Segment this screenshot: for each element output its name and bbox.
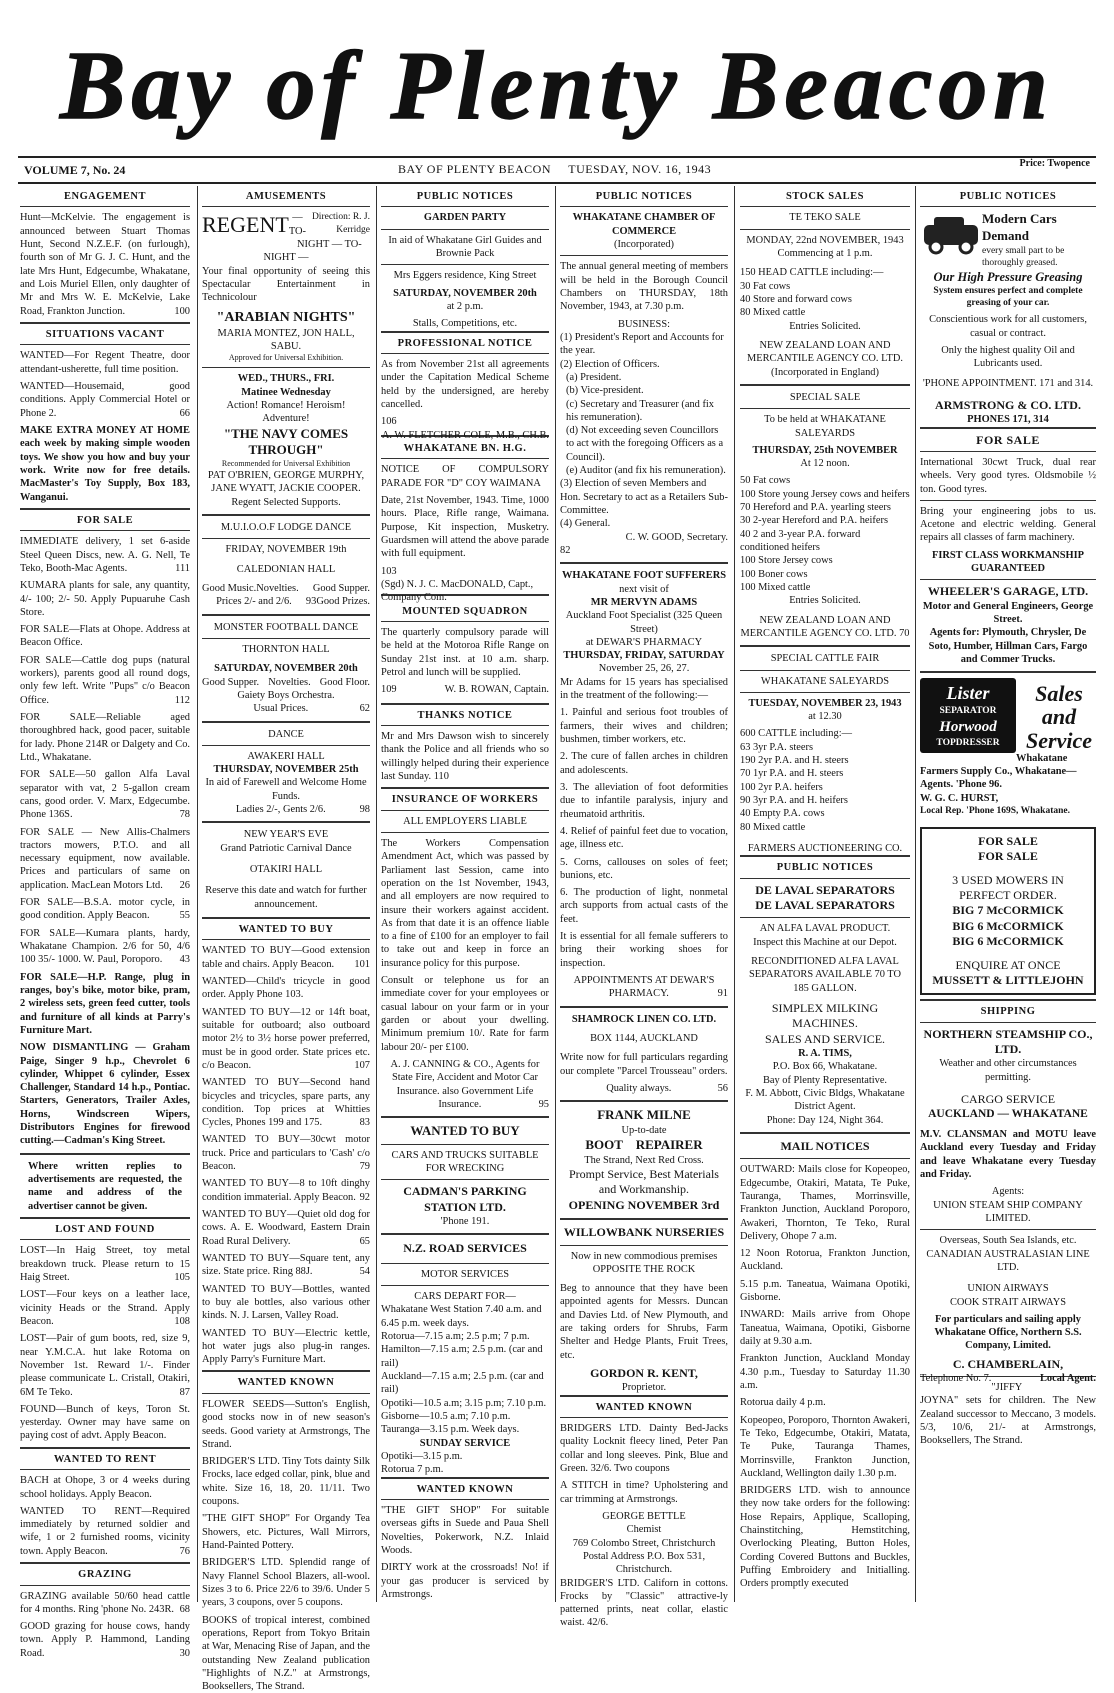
ad-heading: DE LAVAL SEPARATORS — [755, 882, 895, 897]
event-venue: THORNTON HALL — [242, 643, 330, 655]
ad-item: LOST—Pair of gum boots, red, size 9, near Y.M.C.A. hut lake Rotoma on November 1st. Reward 1/-. Finder please communicate L. Cristall, Otakiri, 6M Te Teko. 87 — [20, 1333, 190, 1398]
event-venue: CALEDONIAN HALL — [236, 563, 336, 575]
section-heading: SHIPPING — [920, 999, 1096, 1022]
section-heading: WANTED KNOWN — [202, 1370, 370, 1393]
ad-item: WANTED TO BUY—Second hand bicycles and tricycles, spare parts, any condition. Top prices at Whitties Cycles, Phones 199 and 175. 83 — [202, 1077, 370, 1129]
ad-heading: WHAKATANE CHAMBER OF COMMERCE — [572, 212, 716, 237]
timetable-row: Auckland—7.15 a.m; 2.5 p.m. (car and rail) — [381, 1371, 544, 1396]
event-date: THURSDAY, NOVEMBER 25th — [213, 764, 359, 776]
section-heading: WANTED TO BUY — [202, 917, 370, 940]
section-heading: SITUATIONS VACANT — [20, 322, 190, 345]
ad-item: WANTED—Child's tricycle in good order. Apply Phone 103. — [202, 976, 370, 1001]
film-cert: Recommended for Universal Exhibition — [221, 458, 351, 468]
timetable-row: Gisborne—10.5 a.m; 7.10 p.m. — [381, 1410, 511, 1422]
timetable-row: Opotiki—10.5 a.m; 3.15 p.m; 7.10 p.m. — [381, 1397, 547, 1409]
event-title: M.U.I.O.O.F LODGE DANCE — [220, 522, 352, 534]
section-heading: MOUNTED SQUADRON — [381, 594, 549, 622]
event-title: DANCE — [268, 728, 304, 740]
ad-item: BOOKS of tropical interest, combined operations, Report from Tokyo Britain at War, Menacing Rise of Japan, and the outstanding New Zealand publication "Highlights of N.Z." at Armstrongs, Booksellers, The Strand. — [202, 1614, 370, 1693]
film-cast: PAT O'BRIEN, GEORGE MURPHY, JANE WYATT, JACKIE COOPER. — [207, 470, 365, 495]
price: Price: Twopence — [1019, 158, 1090, 169]
ad-item: BRIDGER'S LTD. Tiny Tots dainty Silk Frocks, lace edged collar, pink, blue and white. Size 16, 18, 20. 11/11. Two coupons. — [202, 1456, 370, 1508]
section-heading: WHAKATANE BN. H.G. — [381, 435, 549, 460]
regent-text: Your final opportunity of seeing this Spectacular Entertainment in Technicolour — [202, 265, 370, 304]
ad-item: FOR SALE—Flats at Ohope. Address at Beacon Office. — [20, 624, 190, 649]
section-heading: PUBLIC NOTICES — [740, 855, 910, 878]
notice-text: The Workers Compensation Amendment Act, which was passed by Parliament last Session, came into operation on the 1st November, 1943, and all employers are now required to insure their workers against accident. As from that date it is an offence liable to a fine of £100 for an employer to fail to take out and keep in force an insurance policy for this purpose. — [381, 837, 549, 969]
ad-item: WANTED TO BUY—Quiet old dog for cows. A. E. Woodward, Eastern Drain Road Rural Delivery. 65 — [202, 1209, 370, 1247]
notice-text: The quarterly compulsory parade will be held at the Motoroa Rifle Range on Sunday 21st inst. at 10 a.m. sharp. Petrol and lunch will be supplied. — [381, 626, 549, 678]
ad-heading: WHAKATANE FOOT SUFFERERS — [562, 570, 726, 582]
ad-item: FLOWER SEEDS—Sutton's English, good stocks now in of new season's seeds. Good variety at Armstrongs, The Strand. — [202, 1398, 370, 1450]
section-heading: GRAZING — [20, 1562, 190, 1585]
regent-title: REGENT — [202, 212, 289, 238]
ad-heading: WILLOWBANK NURSERIES — [563, 1225, 725, 1240]
masthead — [0, 10, 1114, 150]
ad-item: WANTED—Housemaid, good conditions. Apply Commercial Hotel or Phone 2. 66 — [20, 381, 190, 419]
event-title: GARDEN PARTY — [423, 212, 507, 224]
section-heading: PUBLIC NOTICES — [560, 186, 728, 207]
column-public-notices-2: PUBLIC NOTICES WHAKATANE CHAMBER OF COMMERCE (Incorporated) The annual general meeting of members will be held in the Borough Council Chambers on THURSDAY, 18th November, 1943, at 7.30 p.m. BUSINESS: (1) President's Report and Accounts for the year. (2) Election of Officers. (a) President. (b) Vice-president. (c) Secretary and Treasurer (and fix his remuneration). (d) Not exceeding seven Councillors to act with the foregoing Officers as a Council). (e) Auditor (and fix his remuneration). (3) Election of seven Members and Hon. Secretary to act as a Retailers Sub-Committee. (4) General. C. W. GOOD, Secretary. 82 WHAKATANE FOOT SUFFERERS next visit of MR MERVYN ADAMS Auckland Foot Specialist (325 Queen Street) at DEWAR'S PHARMACY THURSDAY, FRIDAY, SATURDAY November 25, 26, 27. Mr Adams for 15 years has specialised in the treatment of the following:— 1. Painful and serious foot troubles of farmers, their wives and children; bushmen, timber workers, etc. 2. The cure of fallen arches in children and adolescents. 3. The alleviation of foot deformities due to infantile paralysis, injury and rheumatoid arthritis. 4. Relief of painful feet due to vocation, age, illness etc. 5. Corns, callouses on soles of feet; bunions, etc. 6. The production of light, nonmetal arch supports from actual casts of the feet. It is essential for all female sufferers to bring their working shoes for inspection. APPOINTMENTS AT DEWAR'S PHARMACY. 91 SHAMROCK LINEN CO. LTD. BOX 1144, AUCKLAND Write now for full particulars regarding our complete "Parcel Trousseau" orders. Quality always. 56 FRANK MILNE Up-to-date BOOT REPAIRER The Strand, Next Red Cross. Prompt Service, Best Materials and Workmanship. OPENING NOVEMBER 3rd WILLOWBANK NURSERIES Now in new commodious premises OPPOSITE THE ROCK Beg to announce that they have been appointed agents for Messrs. Duncan and Davies Ltd. of New Plymouth, and are taking orders for Shrubs, Farm Shelter and Hedge Plants, Fruit Trees, etc. GORDON R. KENT, Proprietor. WANTED KNOWN BRIDGERS LTD. Dainty Bed-Jacks quality Locknit fleecy lined, Peter Pan collar and long sleeves. Pink, Blue and Green. 32/6. Two coupons A STITCH in time? Upholstering and car trimming at Armstrongs. GEORGE BETTLE Chemist 769 Colombo Street, Christchurch Postal Address P.O. Box 531, Christchurch. BRIDGER'S LTD. Californ in cottons. Frocks by "Classic" attractive-ly patterned prints, neat collar, elastic waist. 42/6. — [560, 186, 728, 1602]
ad-item: GOOD grazing for house cows, handy town. Apply P. Hammond, Landing Road. 30 — [20, 1621, 190, 1659]
notice-text: Consult or telephone us for an immediate cover for your employees or casual labour on your farm or in your garden or about your dwelling. Minimum premium 10/. Rate for farm labour 20/- per £100. — [381, 975, 549, 1053]
column-rule — [376, 186, 377, 1602]
ad-heading: ARMSTRONG & CO. LTD. — [935, 397, 1081, 412]
section-heading: WANTED TO RENT — [20, 1447, 190, 1470]
notice-text: A. J. CANNING & CO., Agents for State Fire, Accident and Motor Car Insurance. also Government Life Insurance. 95 — [390, 1058, 549, 1110]
ad-item: WANTED TO BUY—30cwt motor truck. Price and particulars to 'Cash' c/o Beacon. 79 — [202, 1134, 370, 1173]
ad-item: "JIFFY JOYNA" sets for children. The New Zealand successor to Meccano, 3 models. 5/3, 10/6, 21/- at Armstrongs, Booksellers, The Strand. — [920, 1382, 1096, 1447]
event-venue: OTAKIRI HALL — [249, 864, 323, 875]
mowers-ad: FOR SALE FOR SALE 3 USED MOWERS IN PERFECT ORDER. BIG 7 McCORMICK BIG 6 McCORMICK BIG 6 McCORMICK ENQUIRE AT ONCE MUSSETT & LITTLEJOHN — [920, 827, 1096, 995]
film-title: "THE NAVY COMES THROUGH" — [223, 425, 349, 458]
ad-item: FOR SALE—Kumara plants, hardy, Whakatane Champion. 2/6 for 50, 4/6 100 35/- 1000. W. Paul, Poroporo. 43 — [20, 927, 190, 966]
ad-item: FOR SALE—50 gallon Alfa Laval separator with vat, 2 5-gallon cream cans, good order. V. Marx, Edgecumbe. Phone 136S. 78 — [20, 769, 190, 821]
film-matinee: Matinee Wednesday — [241, 386, 331, 398]
ad-item: IMMEDIATE delivery, 1 set 6-aside Steel Queen Discs, new. A. G. Nell, Te Teko, Booth-Mac Agents. 111 — [20, 536, 190, 574]
section-heading: WANTED KNOWN — [560, 1395, 728, 1418]
column-public-notices-1: PUBLIC NOTICES GARDEN PARTY In aid of Whakatane Girl Guides and Brownie Pack Mrs Eggers residence, King Street SATURDAY, NOVEMBER 20th at 2 p.m. Stalls, Competitions, etc. PROFESSIONAL NOTICE As from November 21st all agreements under the Capitation Medical Scheme held by the undersigned, are hereby cancelled. 106 A. W. FLETCHER COLE, M.B., CH.B. WHAKATANE BN. H.G. NOTICE OF COMPULSORY PARADE FOR "D" COY WAIMANA Date, 21st November, 1943. Time, 1000 hours. Place, Rifle range, Waimana. Purpose, Kit inspection, Musketry. Guardsmen will attend the above parade with full equipment. 103 (Sgd) N. J. C. MacDONALD, Capt., Company Com. MOUNTED SQUADRON The quarterly compulsory parade will be held at the Motoroa Rifle Range on Sunday 21st inst. at 10 a.m. sharp. Petrol and lunch will be supplied. 109 W. B. ROWAN, Captain. THANKS NOTICE Mr and Mrs Dawson wish to sincerely thank the Police and all friends who so willingly helped during their experience last Sunday. 110 INSURANCE OF WORKERS ALL EMPLOYERS LIABLE The Workers Compensation Amendment Act, which was passed by Parliament last Session, came into operation on the 1st November, 1943, and all employers are now required to insure their workers against accident. As from that date it is an offence liable to a fine of £100 for an employer to fail to take out and keep in force an insurance policy for this purpose. Consult or telephone us for an immediate cover for your employees or casual labour on your farm or in your garden or about your dwelling. Minimum premium 10/. Rate for farm labour 20/- per £100. A. J. CANNING & CO., Agents for State Fire, Accident and Motor Car Insurance. also Government Life Insurance. 95 WANTED TO BUY CARS AND TRUCKS SUITABLE FOR WRECKING CADMAN'S PARKING STATION LTD. 'Phone 191. N.Z. ROAD SERVICES MOTOR SERVICES CARS DEPART FOR— Whakatane West Station 7.40 a.m. and 6.45 p.m. week days. Rotorua—7.15 a.m; 2.5 p.m; 7 p.m. Hamilton—7.15 a.m; 2.5 p.m. (car and rail) Auckland—7.15 a.m; 2.5 p.m. (car and rail) Opotiki—10.5 a.m; 3.15 p.m; 7.10 p.m. Gisborne—10.5 a.m; 7.10 p.m. Tauranga—3.15 p.m. Week days. SUNDAY SERVICE Opotiki—3.15 p.m. Rotorua 7 p.m. WANTED KNOWN "THE GIFT SHOP" For suitable overseas gifts in Suede and Paua Shell Novelties, Pokerwork, N.Z. Inlaid Woods. DIRTY work at the crossroads! No! if your gas producer is serviced by Armstrongs. — [381, 186, 549, 1602]
car-icon — [920, 211, 982, 257]
column-stock-sales: STOCK SALES TE TEKO SALE MONDAY, 22nd NOVEMBER, 1943 Commencing at 1 p.m. 150 HEAD CATTLE including:— 30 Fat cows 40 Store and forward cows 80 Mixed cattle Entries Solicited. NEW ZEALAND LOAN AND MERCANTILE AGENCY CO. LTD. (Incorporated in England) SPECIAL SALE To be held at WHAKATANE SALEYARDS THURSDAY, 25th NOVEMBER At 12 noon. 50 Fat cows 100 Store young Jersey cows and heifers 70 Hereford and P.A. yearling steers 30 2-year Hereford and P.A. heifers 40 2 and 3-year P.A. forward conditioned heifers 100 Store Jersey cows 100 Boner cows 100 Mixed cattle Entries Solicited. NEW ZEALAND LOAN AND MERCANTILE AGENCY CO. LTD. 70 SPECIAL CATTLE FAIR WHAKATANE SALEYARDS TUESDAY, NOVEMBER 23, 1943 at 12.30 600 CATTLE including:— 63 3yr P.A. steers 190 2yr P.A. and H. steers 70 1yr P.A. and H. steers 100 2yr P.A. heifers 90 3yr P.A. and H. heifers 40 Empty P.A. cows 80 Mixed cattle FARMERS AUCTIONEERING CO. PUBLIC NOTICES DE LAVAL SEPARATORS DE LAVAL SEPARATORS AN ALFA LAVAL PRODUCT. Inspect this Machine at our Depot. RECONDITIONED ALFA LAVAL SEPARATORS AVAILABLE 70 TO 185 GALLON. SIMPLEX MILKING MACHINES. SALES AND SERVICE. R. A. TIMS, P.O. Box 66, Whakatane. Bay of Plenty Representative. F. M. Abbott, Civic Bldgs, Whakatane District Agent. Phone: Day 124, Night 364. MAIL NOTICES OUTWARD: Mails close for Kopeopeo, Edgecumbe, Otakiri, Matata, Te Puke, Tauranga, Thames, Morrinsville, Frankton Junction, Auckland Poroporo, Awakeri, Thornton, Te Teko, Rural Delivery, Ohope 7 a.m. 12 Noon Rotorua, Frankton Junction, Auckland. 5.15 p.m. Taneatua, Waimana Opotiki, Gisborne. INWARD: Mails arrive from Ohope Taneatua, Waimana, Opotiki, Gisborne daily at 9.30 a.m. Frankton Junction, Auckland Monday 4.30 p.m., Tuesday to Saturday 11.30 a.m. Rotorua daily 4 p.m. Kopeopeo, Poroporo, Thornton Awakeri, Te Teko, Edgecumbe, Otakiri, Matata, Te Puke, Tauranga Thames, Morrinsville, Frankton Junction, Auckland, Wellington daily 1.30 p.m. BRIDGERS LTD. wish to announce they now take orders for the following: Hose Repairs, Applique, Scalloping, Chainstitching, Hemstitching, Overlocking Pleating, Button Holes, Cording Covered Buttons and Buckles, Puffing Embroidery and Initialling. Orders promptly executed — [740, 186, 910, 1602]
ad-item: WANTED TO BUY—Bottles, wanted to buy ale bottles, also various other kinds. N. J. Larsen, Valley Road. — [202, 1283, 370, 1322]
ad-item: FOR SALE—B.S.A. motor cycle, in good condition. Apply Beacon. 55 — [20, 897, 190, 922]
ad-item: FOR SALE—Cattle dog pups (natural workers), parents good all round dogs, only few left. Write "Pups" c/o Beacon Office. 112 — [20, 654, 190, 706]
section-heading: FOR SALE — [920, 427, 1096, 452]
ad-item: WANTED TO BUY—8 to 10ft dinghy condition immaterial. Apply Beacon. 92 — [202, 1178, 370, 1203]
ad-heading: N.Z. ROAD SERVICES — [403, 1241, 527, 1256]
ad-item: FOR SALE—H.P. Range, plug in ranges, boy's bike, motor bike, pram, 2 wireless sets, green feed cutter, tools and furniture of all kinds at Parry's Furniture Mart. — [20, 971, 190, 1036]
column-advertisements: PUBLIC NOTICES Modern Cars Demand every small part to be thoroughly greased. Our High Pressure Greasing System ensures perfect and complete greasing of your car. Conscientious work for all customers, casual or contract. Only the highest quality Oil and Lubricants used. 'PHONE APPOINTMENT. 171 and 314. ARMSTRONG & CO. LTD. PHONES 171, 314 FOR SALE International 30cwt Truck, dual rear wheels. Very good tyres. Oldsmobile ½ ton. Good tyres. Bring your engineering jobs to us. Acetone and electric welding. General repairs all classes of farm machinery. FIRST CLASS WORKMANSHIP GUARANTEED WHEELER'S GARAGE, LTD. Motor and General Engineers, George Street. Agents for: Plymouth, Chrysler, De Soto, Humber, Hillman Cars, Fargo and Commer Trucks. Lister SEPARATOR Horwood TOPDRESSER Sales and Service Whakatane Farmers Supply Co., Whakatane— Agents. 'Phone 96. W. G. C. HURST, Local Rep. 'Phone 169S, Whakatane. FOR SALE FOR SALE 3 USED MOWERS IN PERFECT ORDER. BIG 7 McCORMICK BIG 6 McCORMICK BIG 6 McCORMICK ENQUIRE AT ONCE MUSSETT & LITTLEJOHN SHIPPING NORTHERN STEAMSHIP CO., LTD. Weather and other circumstances permitting. CARGO SERVICE AUCKLAND — WHAKATANE M.V. CLANSMAN and MOTU leave Auckland every Tuesday and Friday and leave Whakatane every Tuesday and Friday. Agents: UNION STEAM SHIP COMPANY LIMITED. Overseas, South Sea Islands, etc. CANADIAN AUSTRALASIAN LINE LTD. UNION AIRWAYS COOK STRAIT AIRWAYS For particulars and sailing apply Whakatane Office, Northern S.S. Company, Limited. C. CHAMBERLAIN, Telephone No. 7. Local Agent. "JIFFY JOYNA" sets for children. The New Zealand successor to Meccano, 3 models. 5/3, 10/6, 21/- at Armstrongs, Booksellers, The Strand. — [920, 186, 1096, 1602]
ad-item: FOR SALE — New Allis-Chalmers tractors mowers, P.T.O. and all necessary equipment, now available. Prices and particulars of same on application. MacLean Motors Ltd. 26 — [20, 826, 190, 891]
ad-heading: MAIL NOTICES — [780, 1138, 870, 1153]
event-date: FRIDAY, NOVEMBER 19th — [225, 544, 347, 556]
ad-item: FOUND—Bunch of keys, Toron St. yesterday. Owner may have same on paying cost of advt. Apply Beacon. — [20, 1403, 190, 1442]
ad-heading: DE LAVAL SEPARATORS — [755, 898, 895, 913]
timetable-row: Opotiki—3.15 p.m. — [381, 1450, 463, 1462]
ad-heading: WANTED TO BUY — [410, 1123, 520, 1139]
ad-item: DIRTY work at the crossroads! No! if your gas producer is serviced by Armstrongs. — [381, 1562, 549, 1600]
section-heading: STOCK SALES — [740, 186, 910, 207]
ad-heading: WHEELER'S GARAGE, LTD. — [927, 584, 1089, 599]
ad-heading: NORTHERN STEAMSHIP CO., LTD. — [923, 1026, 1093, 1057]
ad-item: WANTED TO BUY—12 or 14ft boat, suitable for outboard; also outboard motor 2½ to 3½ horse power preferred, must be in good order. State prices etc. c/o Beacon. 107 — [202, 1006, 370, 1071]
section-heading: PUBLIC NOTICES — [920, 186, 1096, 207]
ad-item: FOR SALE—Reliable aged thoroughbred hack, good pacer, suitable for lady. Phone 214R or Dalgety and Co. Ltd., Whakatane. — [20, 712, 190, 763]
column-rule — [734, 186, 735, 1602]
section-heading: ENGAGEMENT — [20, 186, 190, 207]
tonight-line: — TO-NIGHT — TO-NIGHT — — [263, 212, 362, 264]
ad-item: "THE GIFT SHOP" For Organdy Tea Showers, etc. Pictures, Wall Mirrors, Hand-Painted Pottery. — [202, 1513, 370, 1551]
film-tagline: Action! Romance! Heroism! Adventure! — [226, 400, 346, 425]
ad-heading: SHAMROCK LINEN CO. LTD. — [571, 1013, 717, 1025]
ad-item: BRIDGER'S LTD. Splendid range of Navy Flannel School Blazers, all-wool. Sizes 3 to 6. Price 22/6 to 39/6. Under 5 years, 3 coupons, over 5 coupons. — [202, 1557, 370, 1609]
ad-heading: CADMAN'S PARKING STATION LTD. — [403, 1184, 527, 1214]
section-heading: LOST AND FOUND — [20, 1217, 190, 1240]
dateline — [18, 156, 1096, 184]
section-heading: THANKS NOTICE — [381, 703, 549, 726]
notice-text: Date, 21st November, 1943. Time, 1000 hours. Place, Rifle range, Waimana. Purpose, Kit inspection, Musketry. Guardsmen will attend the above parade with full equipment. — [381, 495, 549, 560]
timetable-row: Rotorua—7.15 a.m; 2.5 p.m; 7 p.m. — [381, 1331, 530, 1343]
ad-heading: FRANK MILNE — [597, 1107, 691, 1123]
film-cast: MARIA MONTEZ, JON HALL, SABU. — [217, 327, 355, 352]
ad-item: LOST—Four keys on a leather lace, vicinity Heads or the Strand. Apply Beacon. 108 — [20, 1289, 190, 1327]
ad-item: WANTED TO BUY—Good extension table and chairs. Apply Beacon. 101 — [202, 945, 370, 970]
film-cert: Approved for Universal Exhibition. — [228, 353, 344, 363]
timetable-row: Rotorua 7 p.m. — [381, 1464, 444, 1476]
column-classifieds — [20, 186, 190, 1659]
ad-item: BRIDGERS LTD. Dainty Bed-Jacks quality Locknit fleecy lined, Peter Pan collar and long sleeves. Pink, Blue and Green. 32/6. Two coupons — [560, 1423, 728, 1475]
notice-text: As from November 21st all agreements under the Capitation Medical Scheme held by the undersigned, are hereby cancelled. — [381, 359, 549, 410]
ad-item: MAKE EXTRA MONEY AT HOME each week by making simple wooden toys. We show you how and buy your work. Write now for free details. MacMaster's Toy Supply, Box 183, Wanganui. — [20, 424, 190, 503]
section-heading: INSURANCE OF WORKERS — [381, 787, 549, 810]
ad-item: A STITCH in time? Upholstering and car trimming at Armstrongs. — [560, 1480, 728, 1505]
ad-item: WANTED TO BUY—Electric kettle, hot water jugs also plug-in ranges. Apply Parry's Furniture Mart. — [202, 1327, 370, 1366]
regent-director: Direction: R. J. Kerridge — [311, 212, 370, 235]
event-title: MONSTER FOOTBALL DANCE — [213, 621, 359, 633]
ad-item: KUMARA plants for sale, any quantity, 4/- 100; 2/- 50. Apply Pupuaruhe Cash Store. — [20, 580, 190, 618]
event-title: NEW YEAR'S EVE — [243, 829, 329, 841]
ad-item: BRIDGERS LTD. wish to announce they now take orders for the following: Hose Repairs, Applique, Scalloping, Chainstitching, Hemstitching, Overlocking Pleating, Button Holes, Cording Covered Buttons and Buckles, Puffing Embroidery and Initialling. Orders promptly executed — [740, 1485, 910, 1590]
ad-item: WANTED—For Regent Theatre, door attendant-usherette, full time position. — [20, 350, 190, 375]
film-supports: Regent Selected Supports. — [231, 496, 341, 508]
event-venue: AWAKERI HALL — [247, 750, 325, 762]
ad-item: WANTED TO RENT—Required immediately by returned soldier and wife, 1 or 2 furnished rooms, vicinity town. Apply Beacon. 76 — [20, 1505, 190, 1557]
film-days: WED., THURS., FRI. — [237, 373, 335, 385]
column-rule — [197, 186, 198, 1602]
column-rule — [555, 186, 556, 1602]
masthead-title: Bay of Plenty Beacon — [60, 32, 1054, 140]
column-rule — [915, 186, 916, 1602]
event-date: SATURDAY, NOVEMBER 20th — [214, 663, 358, 675]
notice-text: Mr and Mrs Dawson wish to sincerely thank the Police and all friends who so willingly helped during their experience last Sunday. 110 — [381, 730, 549, 782]
notice-text: NOTICE OF COMPULSORY PARADE FOR "D" COY WAIMANA — [381, 464, 549, 489]
ad-item: LOST—In Haig Street, toy metal breakdown truck. Please return to 15 Haig Street. 105 — [20, 1245, 190, 1283]
publication-date: BAY OF PLENTY BEACON TUESDAY, NOV. 16, 1943 — [398, 162, 712, 176]
film-title: "ARABIAN NIGHTS" — [216, 309, 356, 325]
ad-item: BACH at Ohope, 3 or 4 weeks during school holidays. Apply Beacon. — [20, 1475, 190, 1500]
ad-item: BRIDGER'S LTD. Californ in cottons. Frocks by "Classic" attractive-ly patterned prints, neat collar, elastic waist. 42/6. — [560, 1577, 728, 1629]
ad-item: "THE GIFT SHOP" For suitable overseas gifts in Suede and Paua Shell Novelties, Pokerwork, N.Z. Inlaid Woods. — [381, 1504, 549, 1556]
section-heading: PROFESSIONAL NOTICE — [381, 331, 549, 354]
timetable-row: Tauranga—3.15 p.m. Week days. — [381, 1424, 520, 1436]
section-heading: PUBLIC NOTICES — [381, 186, 549, 207]
volume-number: VOLUME 7, No. 24 — [24, 163, 126, 177]
ad-item: WANTED TO BUY—Square tent, any size. State price. Ring 88J. 54 — [202, 1252, 370, 1278]
timetable-row: Whakatane West Station 7.40 a.m. and 6.45 p.m. week days. — [381, 1304, 542, 1329]
section-heading: FOR SALE — [20, 508, 190, 531]
ad-item: GRAZING available 50/60 head cattle for 4 months. Ring 'phone No. 243R. 68 — [20, 1590, 190, 1615]
column-amusements: AMUSEMENTS REGENT Direction: R. J. Kerridge — TO-NIGHT — TO-NIGHT — Your final opportunity of seeing this Spectacular Entertainment in Technicolour "ARABIAN NIGHTS" MARIA MONTEZ, JON HALL, SABU. Approved for Universal Exhibition. WED., THURS., FRI. Matinee Wednesday Action! Romance! Heroism! Adventure! "THE NAVY COMES THROUGH" Recommended for Universal Exhibition PAT O'BRIEN, GEORGE MURPHY, JANE WYATT, JACKIE COOPER. Regent Selected Supports. M.U.I.O.O.F LODGE DANCE FRIDAY, NOVEMBER 19th CALEDONIAN HALL Good Music. Good Supper. Novelties. Good Prizes. Prices 2/- and 2/6. 93 MONSTER FOOTBALL DANCE THORNTON HALL SATURDAY, NOVEMBER 20th Good Supper. Good Floor. Novelties. Gaiety Boys Orchestra. Usual Prices. 62 DANCE AWAKERI HALL THURSDAY, NOVEMBER 25th In aid of Farewell and Welcome Home Funds. Ladies 2/-, Gents 2/6. 98 NEW YEAR'S EVE Grand Patriotic Carnival Dance OTAKIRI HALL Reserve this date and watch for further announcement. WANTED TO BUY WANTED TO BUY—Good extension table and chairs. Apply Beacon. 101 WANTED—Child's tricycle in good order. Apply Phone 103. WANTED TO BUY—12 or 14ft boat, suitable for outboard; also outboard motor 2½ to 3½ horse power preferred, must be in good order. State prices etc. c/o Beacon. 107 WANTED TO BUY—Second hand bicycles and tricycles, spare parts, any condition. Top prices at Whitties Cycles, Phones 199 and 175. 83 WANTED TO BUY—30cwt motor truck. Price and particulars to 'Cash' c/o Beacon. 79 WANTED TO BUY—8 to 10ft dinghy condition immaterial. Apply Beacon. 92 WANTED TO BUY—Quiet old dog for cows. A. E. Woodward, Eastern Drain Road Rural Delivery. 65 WANTED TO BUY—Square tent, any size. State price. Ring 88J. 54 WANTED TO BUY—Bottles, wanted to buy ale bottles, also various other kinds. N. J. Larsen, Valley Road. WANTED TO BUY—Electric kettle, hot water jugs also plug-in ranges. Apply Parry's Furniture Mart. WANTED KNOWN FLOWER SEEDS—Sutton's English, good stocks now in of new season's seeds. Good variety at Armstrongs, The Strand. BRIDGER'S LTD. Tiny Tots dainty Silk Frocks, lace edged collar, pink, blue and white. Size 16, 18, 20. 11/11. Two coupons. "THE GIFT SHOP" For Organdy Tea Showers, etc. Pictures, Wall Mirrors, Hand-Painted Pottery. BRIDGER'S LTD. Splendid range of Navy Flannel School Blazers, all-wool. Sizes 3 to 6. Price 22/6 to 39/6. Under 5 years, 3 coupons, over 5 coupons. BOOKS of tropical interest, combined operations, Report from Tokyo Britain at War, Menacing Rise of Japan, and the outstanding New Zealand publication "Highlights of N.Z." at Armstrongs, Booksellers, The Strand. — [202, 186, 370, 1602]
section-heading: WANTED KNOWN — [381, 1477, 549, 1500]
notice-text: Where written replies to advertisements are requested, the name and address of the advertiser cannot be given. — [28, 1160, 182, 1212]
ad-item: NOW DISMANTLING — Graham Paige, Singer 9 h.p., Chevrolet 6 cylinder, Whippet 6 cylinder, Essex Challenger, Standard 14 h.p., Pontiac. Starters, Generators, Trailer Axles, Horns, Windscreen Wipers, Distributors Engines for firewood cutting.—Cadman's King Street. — [20, 1042, 190, 1147]
engagement-notice: Hunt—McKelvie. The engagement is announced between Stuart Thomas Hunt, Second N.Z.E.F. (on furlough), fourth son of Mr G. J. C. Hunt, and the late Mrs Hunt, Edgecumbe, Whakatane, and Lois Muriel Ellen, only daughter of Mr and Mrs W. E. McKelvie, Lake Road, Frankton Junction. 100 — [20, 212, 190, 317]
timetable-row: Hamilton—7.15 a.m; 2.5 p.m. (car and rail) — [381, 1344, 543, 1369]
section-heading: AMUSEMENTS — [202, 186, 370, 207]
